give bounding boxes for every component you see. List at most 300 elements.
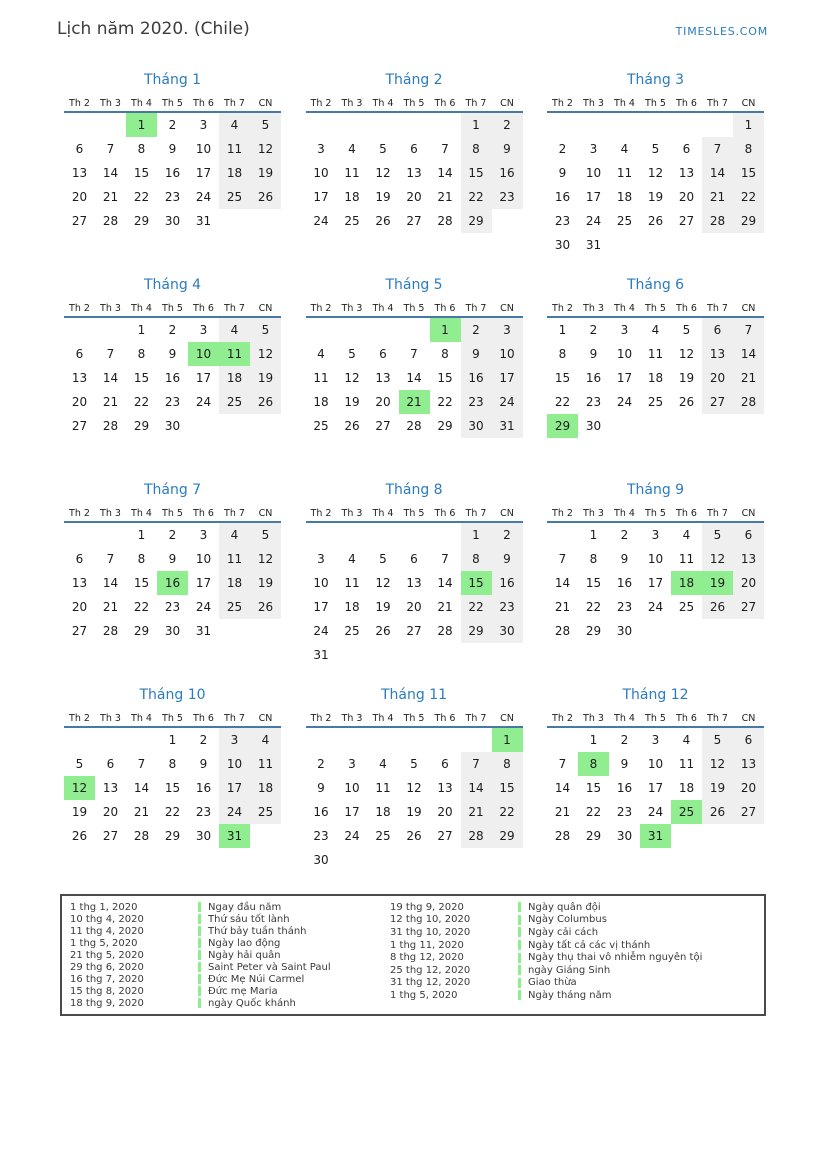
day-cell: 28 [437,214,453,228]
weekday-header: Th 7 [461,95,492,112]
day-cell: 19 [375,600,391,614]
legend-date: 18 thg 9, 2020 [70,997,144,1009]
day-cell: 10 [313,576,329,590]
legend-name: Ngày tháng năm [528,989,612,1001]
legend-item [390,989,756,1002]
empty-cell [399,727,430,752]
legend-name: Ngay đầu năm [208,901,282,913]
day-cell: 19 [250,366,281,390]
day-cell: 26 [702,800,733,824]
day-cell: 24 [195,190,212,204]
day-cell: 7 [106,552,115,566]
weekday-header: Th 7 [461,505,492,522]
day-cell: 29 [585,829,602,843]
weekday-header: Th 7 [702,710,733,727]
empty-cell [250,824,281,848]
legend-column-right [390,901,756,1009]
month-table [547,505,764,643]
day-cell: 22 [585,805,602,819]
day-cell: 22 [437,395,453,409]
day-cell: 21 [437,190,453,204]
day-cell: 9 [558,166,567,180]
day-cell: 13 [406,166,422,180]
weekday-header: CN [250,505,281,522]
day-cell: 27 [71,419,88,433]
day-cell: 31 [195,214,212,228]
day-cell: 30 [164,419,181,433]
day-cell: 2 [317,757,325,771]
day-cell: 11 [219,137,250,161]
day-cell: 7 [558,552,567,566]
empty-cell [547,112,578,137]
day-cell: 8 [137,142,146,156]
day-cell: 24 [647,805,664,819]
day-cell: 25 [250,800,281,824]
day-cell: 10 [344,781,360,795]
empty-cell [733,619,764,643]
weekday-header: Th 2 [64,300,95,317]
day-cell: 5 [75,757,84,771]
day-cell: 14 [437,166,453,180]
weekday-header: Th 4 [609,710,640,727]
day-cell: 1 [461,522,492,547]
day-cell: 15 [437,371,453,385]
day-cell: 28 [733,390,764,414]
day-cell: 15 [733,161,764,185]
day-cell: 15 [133,576,150,590]
weekday-header: Th 5 [399,710,430,727]
empty-cell [399,643,430,667]
day-cell: 11 [375,781,391,795]
day-cell: 19 [702,571,733,595]
day-cell: 30 [195,829,212,843]
day-cell: 23 [164,395,181,409]
day-cell: 19 [250,161,281,185]
day-cell: 11 [344,166,360,180]
day-cell: 3 [589,142,598,156]
site-link[interactable]: TIMESLES.COM [675,25,768,38]
day-cell: 1 [589,528,598,542]
day-cell: 6 [733,522,764,547]
day-cell: 10 [492,342,523,366]
weekday-header: Th 4 [126,300,157,317]
month-block-9 [547,482,764,687]
day-cell: 17 [344,805,360,819]
empty-cell [671,414,702,438]
weekday-header: Th 4 [368,505,399,522]
legend-item [390,926,756,939]
empty-cell [702,824,733,848]
weekday-header: Th 2 [306,505,337,522]
month-block-7 [64,482,281,687]
day-cell: 17 [195,166,212,180]
legend-date: 11 thg 4, 2020 [70,925,144,937]
month-block-10 [64,687,281,892]
day-cell: 4 [682,733,691,747]
day-cell: 21 [399,390,430,414]
day-cell: 5 [250,317,281,342]
day-cell: 22 [133,190,150,204]
month-block-4 [64,277,281,482]
legend-item [70,973,390,985]
day-cell: 27 [102,829,119,843]
day-cell: 2 [168,323,177,337]
day-cell: 10 [585,166,602,180]
day-cell: 28 [437,624,453,638]
day-cell: 17 [585,190,602,204]
day-cell: 17 [647,781,664,795]
day-cell: 18 [219,161,250,185]
legend-date: 12 thg 10, 2020 [390,914,471,926]
empty-cell [671,233,702,257]
empty-cell [337,643,368,667]
day-cell: 9 [492,137,523,161]
day-cell: 13 [406,576,422,590]
day-cell: 18 [616,190,633,204]
day-cell: 4 [682,528,691,542]
day-cell: 22 [554,395,571,409]
weekday-header: Th 6 [188,95,219,112]
day-cell: 16 [585,371,602,385]
weekday-header: Th 2 [306,300,337,317]
day-cell: 17 [195,576,212,590]
day-cell: 25 [375,829,391,843]
day-cell: 24 [313,624,329,638]
empty-cell [399,112,430,137]
day-cell: 17 [313,600,329,614]
empty-cell [461,727,492,752]
month-table [547,300,764,438]
empty-cell [640,619,671,643]
day-cell: 12 [250,137,281,161]
weekday-header: Th 3 [337,505,368,522]
month-block-5 [306,277,523,482]
month-table [306,300,523,438]
day-cell: 30 [313,853,329,867]
day-cell: 15 [461,161,492,185]
holiday-marker-icon [198,926,201,936]
day-cell: 4 [219,112,250,137]
empty-cell [430,727,461,752]
day-cell: 17 [616,371,633,385]
holiday-marker-icon [198,902,201,912]
day-cell: 27 [733,800,764,824]
day-cell: 22 [461,595,492,619]
day-cell: 30 [164,214,181,228]
day-cell: 24 [585,214,602,228]
month-table [306,505,523,667]
day-cell: 15 [461,571,492,595]
day-cell: 1 [461,112,492,137]
day-cell: 14 [133,781,150,795]
legend-name: Saint Peter và Saint Paul [208,961,331,973]
legend-item [70,961,390,973]
weekday-header: CN [733,505,764,522]
day-cell: 19 [678,371,695,385]
empty-cell [337,112,368,137]
weekday-header: Th 3 [337,300,368,317]
month-block-12 [547,687,764,892]
day-cell: 22 [585,600,602,614]
day-cell: 8 [733,137,764,161]
empty-cell [430,643,461,667]
day-cell: 13 [437,781,453,795]
weekday-header: CN [733,300,764,317]
month-table [547,95,764,257]
day-cell: 14 [733,342,764,366]
day-cell: 29 [461,619,492,643]
weekday-header: Th 7 [702,505,733,522]
day-cell: 14 [102,576,119,590]
day-cell: 16 [164,166,181,180]
day-cell: 12 [64,776,95,800]
weekday-header: CN [250,300,281,317]
legend-item [390,901,756,914]
day-cell: 18 [344,600,360,614]
day-cell: 13 [71,166,88,180]
day-cell: 25 [647,395,664,409]
legend-item [390,939,756,952]
day-cell: 9 [168,347,177,361]
day-cell: 20 [102,805,119,819]
day-cell: 4 [250,727,281,752]
day-cell: 3 [317,142,325,156]
legend-item [70,937,390,949]
day-cell: 20 [406,190,422,204]
day-cell: 20 [733,776,764,800]
empty-cell [671,619,702,643]
day-cell: 16 [554,190,571,204]
day-cell: 20 [71,600,88,614]
legend-name: ngày Quốc khánh [208,997,296,1009]
empty-cell [337,848,368,872]
day-cell: 18 [647,371,664,385]
day-cell: 23 [616,805,633,819]
legend-date: 31 thg 12, 2020 [390,977,471,989]
day-cell: 13 [678,166,695,180]
legend-date: 8 thg 12, 2020 [390,952,464,964]
day-cell: 16 [313,805,329,819]
day-cell: 3 [199,323,208,337]
day-cell: 28 [133,829,150,843]
empty-cell [306,727,337,752]
day-cell: 21 [461,800,492,824]
day-cell: 23 [195,805,212,819]
day-cell: 29 [133,419,150,433]
day-cell: 7 [733,317,764,342]
empty-cell [95,727,126,752]
day-cell: 16 [461,366,492,390]
day-cell: 2 [492,112,523,137]
weekday-header: Th 6 [430,710,461,727]
day-cell: 8 [492,752,523,776]
empty-cell [219,414,250,438]
weekday-header: Th 2 [547,95,578,112]
weekday-header: Th 6 [671,505,702,522]
day-cell: 7 [137,757,146,771]
day-cell: 26 [702,595,733,619]
day-cell: 3 [348,757,356,771]
month-title: Tháng 8 [385,482,443,498]
day-cell: 5 [250,522,281,547]
day-cell: 29 [733,209,764,233]
legend-name: Ngày thụ thai vô nhiễm nguyên tội [528,952,703,964]
weekday-header: CN [250,95,281,112]
empty-cell [368,112,399,137]
day-cell: 17 [219,776,250,800]
day-cell: 4 [651,323,660,337]
day-cell: 28 [102,624,119,638]
day-cell: 26 [344,419,360,433]
weekday-header: Th 2 [547,710,578,727]
day-cell: 23 [554,214,571,228]
legend-date: 29 thg 6, 2020 [70,961,144,973]
legend-item [70,985,390,997]
day-cell: 8 [168,757,177,771]
day-cell: 6 [75,552,84,566]
day-cell: 17 [195,371,212,385]
day-cell: 18 [219,571,250,595]
weekday-header: Th 6 [671,300,702,317]
day-cell: 9 [168,552,177,566]
weekday-header: Th 5 [399,505,430,522]
day-cell: 17 [492,366,523,390]
day-cell: 25 [344,624,360,638]
month-title: Tháng 7 [143,482,202,498]
empty-cell [609,414,640,438]
month-block-2 [306,72,523,277]
day-cell: 24 [219,800,250,824]
weekday-header: Th 4 [609,95,640,112]
day-cell: 21 [437,600,453,614]
legend-name: Thứ bảy tuần thánh [208,925,307,937]
day-cell: 7 [558,757,567,771]
day-cell: 24 [313,214,329,228]
weekday-header: CN [492,505,523,522]
day-cell: 10 [195,142,212,156]
legend-name: Đức Mẹ Núi Carmel [208,973,305,985]
day-cell: 19 [406,805,422,819]
holiday-marker-icon [198,986,201,996]
day-cell: 6 [410,142,418,156]
day-cell: 25 [313,419,329,433]
holiday-marker-icon [518,990,521,1000]
day-cell: 20 [71,190,88,204]
day-cell: 3 [317,552,325,566]
empty-cell [702,112,733,137]
day-cell: 12 [375,166,391,180]
day-cell: 22 [133,600,150,614]
day-cell: 14 [554,781,571,795]
day-cell: 1 [137,528,146,542]
weekday-header: CN [492,710,523,727]
empty-cell [461,643,492,667]
weekday-header: Th 2 [547,505,578,522]
day-cell: 10 [188,342,219,366]
day-cell: 3 [651,733,660,747]
day-cell: 14 [461,776,492,800]
day-cell: 11 [313,371,329,385]
weekday-header: Th 3 [337,95,368,112]
day-cell: 2 [492,522,523,547]
empty-cell [368,848,399,872]
weekday-header: Th 3 [578,505,609,522]
legend-item [70,949,390,961]
day-cell: 29 [133,214,150,228]
legend-date: 1 thg 1, 2020 [70,901,138,913]
empty-cell [306,522,337,547]
day-cell: 23 [492,185,523,209]
day-cell: 10 [219,752,250,776]
day-cell: 8 [137,347,146,361]
weekday-header: Th 2 [306,95,337,112]
day-cell: 12 [250,547,281,571]
day-cell: 18 [219,366,250,390]
day-cell: 26 [250,595,281,619]
weekday-header: Th 4 [368,300,399,317]
legend-item [70,901,390,913]
empty-cell [337,727,368,752]
holiday-marker-icon [518,965,521,975]
empty-cell [250,619,281,643]
weekday-header: Th 6 [188,300,219,317]
day-cell: 22 [164,805,181,819]
month-title: Tháng 11 [380,687,448,703]
day-cell: 30 [616,624,633,638]
empty-cell [126,727,157,752]
weekday-header: CN [250,710,281,727]
day-cell: 4 [219,317,250,342]
day-cell: 8 [461,137,492,161]
day-cell: 14 [702,161,733,185]
empty-cell [430,848,461,872]
day-cell: 3 [492,317,523,342]
day-cell: 30 [492,619,523,643]
day-cell: 3 [219,727,250,752]
day-cell: 26 [250,390,281,414]
weekday-header: Th 3 [578,710,609,727]
day-cell: 3 [199,528,208,542]
day-cell: 13 [733,752,764,776]
day-cell: 4 [379,757,387,771]
weekday-header: Th 3 [578,300,609,317]
weekday-header: Th 3 [95,95,126,112]
day-cell: 27 [375,419,391,433]
day-cell: 15 [492,776,523,800]
empty-cell [492,848,523,872]
day-cell: 20 [437,805,453,819]
day-cell: 17 [647,576,664,590]
day-cell: 9 [620,552,629,566]
empty-cell [702,414,733,438]
day-cell: 7 [441,142,449,156]
legend-name: Ngày tất cả các vị thánh [528,939,651,951]
day-cell: 24 [195,600,212,614]
weekday-header: Th 4 [126,505,157,522]
day-cell: 21 [554,600,571,614]
empty-cell [250,414,281,438]
empty-cell [337,522,368,547]
day-cell: 21 [133,805,150,819]
empty-cell [306,112,337,137]
day-cell: 23 [492,595,523,619]
day-cell: 29 [492,824,523,848]
day-cell: 26 [375,624,391,638]
day-cell: 24 [344,829,360,843]
day-cell: 11 [250,752,281,776]
day-cell: 29 [164,829,181,843]
day-cell: 22 [733,185,764,209]
